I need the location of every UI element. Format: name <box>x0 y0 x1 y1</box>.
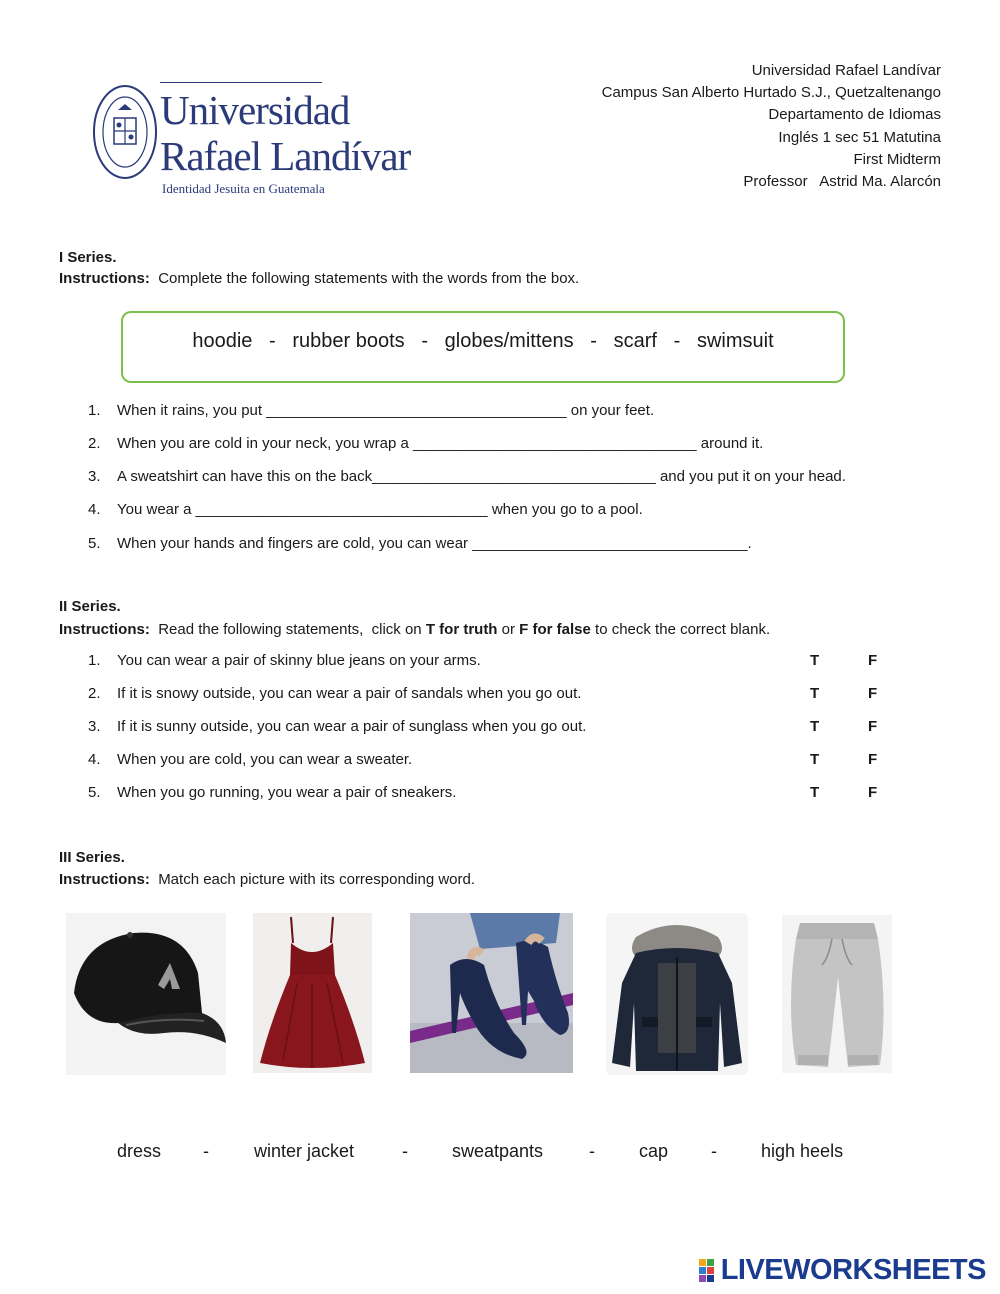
statement-text: When you are cold, you can wear a sweater. <box>117 751 413 768</box>
question-2 <box>88 435 763 452</box>
question-text[interactable]: You wear a ___________________________________ when you go to a pool. <box>117 501 643 518</box>
question-text[interactable]: When it rains, you put ____________________________________ on your feet. <box>117 402 655 419</box>
question-1 <box>88 402 654 419</box>
instructions-label: Instructions: <box>59 871 150 888</box>
word-cap[interactable]: cap <box>639 1141 669 1161</box>
logo-line-2: Rafael Landívar <box>160 133 411 179</box>
word-separator: - <box>402 1141 408 1161</box>
word-sweatpants[interactable]: sweatpants <box>452 1141 544 1161</box>
false-option[interactable]: F <box>868 652 878 669</box>
statement-number: 1. <box>88 652 101 669</box>
false-option[interactable]: F <box>868 751 878 768</box>
instructions-label: Instructions: <box>59 270 150 287</box>
instructions-label: Instructions: <box>59 621 150 638</box>
statement-5 <box>88 784 456 801</box>
statement-text: When you go running, you wear a pair of sneakers. <box>117 784 457 801</box>
statement-text: If it is snowy outside, you can wear a pair of sandals when you go out. <box>117 685 582 702</box>
liveworksheets-logo <box>721 1254 986 1287</box>
true-option[interactable]: T <box>810 685 820 702</box>
question-5 <box>88 535 752 552</box>
word-separator: - <box>589 1141 595 1161</box>
question-text[interactable]: When you are cold in your neck, you wrap a __________________________________ around it. <box>117 435 764 452</box>
instructions-text-3: to check the correct blank. <box>590 621 771 638</box>
statement-3 <box>88 718 586 735</box>
header-department: Departamento de Idiomas <box>768 106 941 124</box>
word-box <box>121 311 845 383</box>
question-number: 5. <box>88 535 101 552</box>
true-option[interactable]: T <box>810 784 820 801</box>
instructions-bold-false: F for false <box>519 621 591 638</box>
high-heels-icon[interactable] <box>410 913 573 1073</box>
statement-2 <box>88 685 581 702</box>
question-number: 2. <box>88 435 101 452</box>
brand-name: LIVEWORKSHEETS <box>720 1254 986 1286</box>
header-university: Universidad Rafael Landívar <box>751 62 941 79</box>
statement-number: 5. <box>88 784 101 801</box>
false-option[interactable]: F <box>868 718 878 735</box>
question-text[interactable]: When your hands and fingers are cold, you can wear _________________________________. <box>117 535 752 552</box>
logo-tagline: Identidad Jesuita en Guatemala <box>162 181 325 196</box>
word-winter-jacket[interactable]: winter jacket <box>254 1141 355 1161</box>
word-box-text: hoodie - rubber boots - globes/mittens - scarf - swimsuit <box>192 330 774 352</box>
instructions-bold-true: T for truth <box>425 621 498 638</box>
question-number: 1. <box>88 402 101 419</box>
header-info <box>602 60 941 193</box>
liveworksheets-icon <box>699 1259 715 1283</box>
instructions-text: Complete the following statements with the words from the box. <box>158 270 580 287</box>
false-option[interactable]: F <box>868 685 878 702</box>
header-course: Inglés 1 sec 51 Matutina <box>778 128 941 146</box>
series-1-title: I Series. <box>59 249 117 266</box>
dress-icon[interactable] <box>253 913 372 1073</box>
true-option[interactable]: T <box>810 751 820 768</box>
header-exam: First Midterm <box>853 150 941 168</box>
instructions-text-1: Read the following statements, click on <box>158 621 426 638</box>
instructions-text-2: or <box>497 621 520 638</box>
series-1-instructions <box>59 270 579 287</box>
logo-line-1: Universidad <box>160 87 350 133</box>
word-bank <box>0 1141 1000 1165</box>
word-dress[interactable]: dress <box>117 1141 162 1161</box>
question-4 <box>88 501 643 518</box>
word-high-heels[interactable]: high heels <box>761 1141 844 1161</box>
statement-text: If it is sunny outside, you can wear a pair of sunglass when you go out. <box>117 718 587 735</box>
header-campus: Campus San Alberto Hurtado S.J., Quetzaltenango <box>601 84 941 102</box>
word-separator: - <box>711 1141 717 1161</box>
question-3 <box>88 468 846 485</box>
university-logo <box>92 80 411 205</box>
winter-jacket-icon[interactable] <box>606 913 748 1075</box>
statement-number: 4. <box>88 751 101 768</box>
statement-1 <box>88 652 481 669</box>
instructions-text: Match each picture with its corresponding word. <box>158 871 476 888</box>
series-3-title: III Series. <box>59 849 125 866</box>
statement-4 <box>88 751 412 768</box>
series-3-instructions <box>59 871 475 888</box>
question-number: 4. <box>88 501 101 518</box>
sweatpants-icon[interactable] <box>782 915 892 1073</box>
true-option[interactable]: T <box>810 718 820 735</box>
series-2-title: II Series. <box>59 598 121 615</box>
university-seal-icon <box>92 82 158 182</box>
header-professor: Professor Astrid Ma. Alarcón <box>743 173 941 191</box>
question-text[interactable]: A sweatshirt can have this on the back__________________________________ and you put it on your head. <box>117 468 846 485</box>
statement-number: 3. <box>88 718 101 735</box>
true-option[interactable]: T <box>810 652 820 669</box>
false-option[interactable]: F <box>868 784 878 801</box>
question-number: 3. <box>88 468 101 485</box>
series-2-instructions <box>59 621 770 638</box>
statement-text: You can wear a pair of skinny blue jeans on your arms. <box>117 652 481 669</box>
cap-icon[interactable] <box>66 913 226 1075</box>
word-separator: - <box>203 1141 209 1161</box>
statement-number: 2. <box>88 685 101 702</box>
